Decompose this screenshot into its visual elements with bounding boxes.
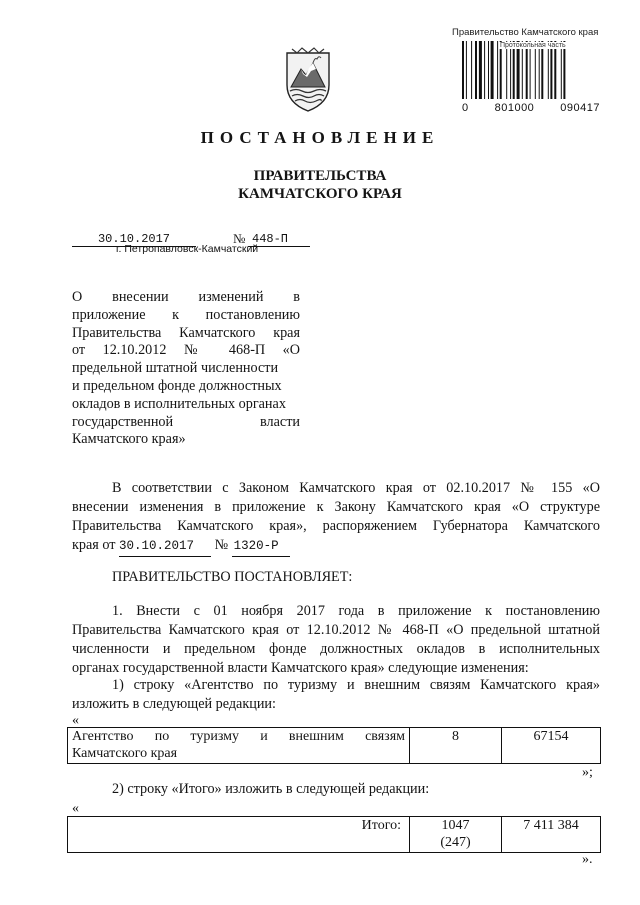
agency-fund-cell: 67154 — [502, 728, 601, 764]
point-1 — [72, 602, 600, 678]
issuer-line: ПРАВИТЕЛЬСТВА — [253, 168, 387, 184]
barcode-bar — [517, 41, 520, 99]
sub-point-1 — [72, 676, 600, 714]
close-quote: »; — [582, 765, 593, 780]
barcode-bar — [500, 41, 502, 99]
barcode-caption: Протокольная часть — [500, 42, 566, 49]
barcode-bar — [513, 41, 515, 99]
point-1-line: численности и предельном фонде должностных окладов в исполнительных — [72, 641, 600, 657]
agency-name-line: Камчатского края — [72, 746, 178, 761]
point-1-line: 1. Внести с 01 ноября 2017 года в приложение к постановлению — [112, 603, 600, 619]
subject-line: О внесении изменений в — [72, 289, 300, 305]
barcode-icon — [462, 41, 600, 99]
subject-line: и предельном фонде должностных — [72, 377, 282, 394]
barcode-bar — [471, 41, 472, 99]
barcode-bar — [530, 41, 531, 99]
subject-line: государственной власти — [72, 413, 300, 430]
barcode-bar — [479, 41, 482, 99]
barcode-bar — [484, 41, 485, 99]
barcode-bar — [550, 41, 552, 99]
barcode-digits — [462, 102, 600, 114]
subject-line: окладов в исполнительных органах — [72, 395, 286, 412]
document-subject — [72, 289, 300, 449]
sub-point-1-line: изложить в следующей редакции: — [72, 696, 276, 712]
total-label-cell: Итого: — [68, 817, 410, 853]
document-title: ПОСТАНОВЛЕНИЕ — [200, 128, 440, 147]
barcode-bar — [554, 41, 556, 99]
total-count: 1047 — [441, 818, 470, 833]
preamble-line: Правительства Камчатского края», распоряжением Губернатора Камчатского — [72, 518, 600, 534]
preamble-line — [72, 536, 600, 557]
order-number-label: № — [214, 537, 229, 553]
sub-point-1-line: 1) строку «Агентство по туризму и внешним связям Камчатского края» — [112, 677, 600, 693]
document-number: 448-П — [248, 232, 310, 247]
barcode-bar — [491, 41, 494, 99]
order-date: 30.10.2017 — [119, 537, 211, 557]
barcode-bar — [539, 41, 540, 99]
issuer-line: КАМЧАТСКОГО КРАЯ — [238, 186, 402, 202]
barcode-bar — [488, 41, 489, 99]
table-row — [68, 728, 601, 764]
order-number: 1320-Р — [232, 537, 290, 557]
total-row-table — [67, 816, 601, 853]
barcode-bar — [522, 41, 523, 99]
barcode-bar — [466, 41, 467, 99]
decree-statement: ПРАВИТЕЛЬСТВО ПОСТАНОВЛЯЕТ: — [112, 569, 353, 585]
sub-point-2 — [72, 780, 600, 799]
issue-place: г. Петропавловск-Камчатский — [116, 243, 259, 255]
barcode-bar — [548, 41, 549, 99]
table-row — [68, 817, 601, 853]
open-quote: « — [72, 713, 79, 728]
subject-line: приложение к постановлению — [72, 306, 300, 323]
barcode-bar — [526, 41, 528, 99]
barcode-bar — [497, 41, 498, 99]
barcode-bar — [510, 41, 511, 99]
total-count-cell — [410, 817, 502, 853]
barcode-digit-group: 0 — [462, 102, 469, 114]
issuer-title — [0, 167, 640, 203]
subject-line: Правительства Камчатского края — [72, 324, 300, 341]
number-label: № — [233, 231, 246, 246]
subject-line: от 12.10.2012 № 468-П «О — [72, 342, 300, 359]
total-fund-cell: 7 411 384 — [502, 817, 601, 853]
preamble — [72, 479, 600, 557]
agency-row-table — [67, 727, 601, 764]
barcode-bar — [475, 41, 477, 99]
agency-name-line: Агентство по туризму и внешним связям — [72, 729, 405, 744]
subject-line: предельной штатной численности — [72, 360, 279, 377]
subject-line: Камчатского края» — [72, 431, 186, 448]
coat-of-arms-icon — [283, 47, 333, 113]
open-quote: « — [72, 801, 79, 816]
barcode-digit-group: 801000 — [494, 102, 535, 114]
agency-name-cell — [68, 728, 410, 764]
barcode-bar — [541, 41, 543, 99]
barcode-bar — [506, 41, 507, 99]
preamble-line-prefix: края от — [72, 537, 116, 553]
barcode-bar — [563, 41, 565, 99]
barcode-bar — [535, 41, 536, 99]
barcode-bar — [462, 41, 464, 99]
government-label: Правительство Камчатского края — [452, 27, 599, 38]
point-1-line: органах государственной власти Камчатского края» следующие изменения: — [72, 660, 529, 676]
preamble-line: внесении изменения в приложение к Закону Камчатского края «О структуре — [72, 499, 600, 515]
sub-point-2-line: 2) строку «Итого» изложить в следующей редакции: — [112, 781, 430, 797]
close-quote: ». — [582, 852, 593, 867]
document-date: 30.10.2017 — [72, 232, 196, 247]
barcode-digit-group: 090417 — [560, 102, 600, 114]
barcode-bar — [561, 41, 562, 99]
total-count-extra: (247) — [440, 835, 471, 850]
agency-count-cell: 8 — [410, 728, 502, 764]
preamble-line: В соответствии с Законом Камчатского края от 02.10.2017 № 155 «О — [112, 480, 600, 496]
point-1-line: Правительства Камчатского края от 12.10.2012 № 468-П «О предельной штатной — [72, 622, 600, 638]
